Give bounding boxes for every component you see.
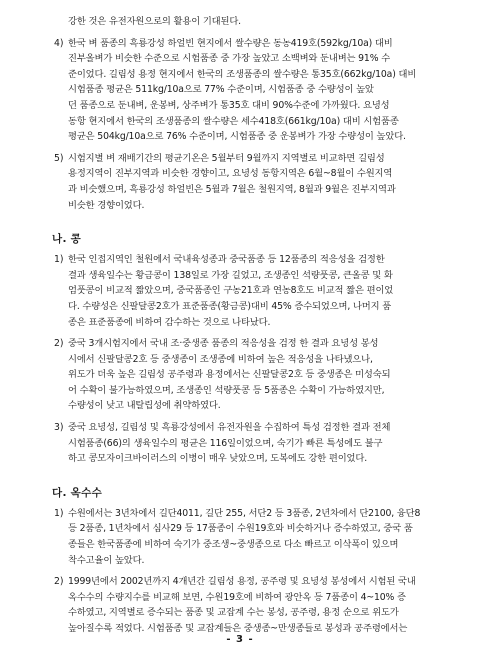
text-line: 수량성이 낮고 내탈립성에 취약하였다. xyxy=(68,400,221,412)
text-line: 높아질수록 적었다. 시험품종 및 교잡계들은 중생종~만생종들로 봉성과 공주령에서는 xyxy=(68,623,408,634)
text-line: 등 2품종, 1년차에서 심사29 등 17품종이 수원19호와 비슷하거나 증수하였고, 중국 품 xyxy=(68,523,413,535)
text-line: 착수고율이 높았다. xyxy=(68,554,145,566)
text-line: 어 수확이 불가능하였으며, 조생종인 석량풋콩 등 5품종은 수확이 가능하였지만, xyxy=(68,384,385,396)
item-number: 5) xyxy=(54,152,64,164)
text-line: 한국 인접지역인 철원에서 국내육성종과 중국품종 등 12품종의 적응성을 검정한 xyxy=(68,254,385,266)
soy-item-2 xyxy=(54,336,444,414)
rice-item-5 xyxy=(54,151,444,213)
item-number: 2) xyxy=(54,338,64,350)
item-number: 1) xyxy=(54,507,64,519)
text-line: 옥수수의 수량지수를 비교해 보면, 수원19호에 비하여 광안옥 등 7품종이 4~10% 증 xyxy=(68,591,406,603)
text-line: 위도가 더욱 높은 길림성 공주령과 용정에서는 신팔달콩2호 등 중생종은 미성숙되 xyxy=(68,369,391,381)
text-line: 결과 생육일수는 황금콩이 138일로 가장 길었고, 조생종인 석량풋콩, 큰올콩 및 화 xyxy=(68,269,393,281)
text-line: 엄풋콩이 비교적 짧았으며, 중국품종인 구농21호과 연농8호도 비교적 짧은 편이었 xyxy=(68,285,394,297)
text-line: 용정지역이 진부지역과 비슷한 경향이고, 요녕성 동항지역은 6월~8월이 수원지역 xyxy=(68,168,393,180)
text-line: 1999년에서 2002년까지 4개년간 길림성 용정, 공주령 및 요녕성 봉성에서 시험된 국내 xyxy=(68,576,416,588)
soy-item-3 xyxy=(54,420,444,467)
item-number: 3) xyxy=(54,422,64,434)
text-line: 평균은 504kg/10a으로 76% 수준이며, 시험품종 중 운봉벼가 가장 수량성이 높았다. xyxy=(68,131,406,143)
intro-paragraph xyxy=(54,14,444,30)
text-line: 중국 요녕성, 길림성 및 흑룡강성에서 유전자원을 수집하여 특성 검정한 결과 전체 xyxy=(68,422,391,434)
soy-item-1 xyxy=(54,252,444,330)
text-line: 다. 수량성은 신팔달콩2호가 표준품종(황금콩)대비 45% 증수되었으며, 나머지 품 xyxy=(68,300,392,312)
corn-item-1 xyxy=(54,506,444,568)
rice-item-4 xyxy=(54,36,444,145)
page-number: - 3 - xyxy=(226,634,254,645)
text-line: 시험지별 벼 재배기간의 평균기온은 5월부터 9월까지 지역별로 비교하면 길림성 xyxy=(68,152,385,164)
text-line: 종들은 한국품종에 비하여 숙기가 중조생~중생종으로 다소 빠르고 이삭폭이 있으며 xyxy=(68,539,399,551)
text-line: 종은 표준품종에 비하여 감수하는 것으로 나타났다. xyxy=(68,316,271,328)
text-line: 중국 3개시험지에서 국내 조·중생종 품종의 적응성을 검정 한 결과 요녕성 봉성 xyxy=(68,338,379,350)
text-line: 준이었다. 길림성 용정 현지에서 한국의 조생품종의 쌀수량은 통35호(662kg/10a) 대비 xyxy=(68,68,417,80)
section-heading-corn: 다. 옥수수 xyxy=(52,486,103,499)
text-line: 수원에서는 3년차에서 길단4011, 길단 255, 서단2 등 3품종, 2년차에서 단2100, 융단8 xyxy=(68,507,421,519)
item-number: 2) xyxy=(54,576,64,588)
corn-item-2 xyxy=(54,574,444,636)
text-line: 하고 콩모자이크바이러스의 이병이 매우 낮았으며, 도복에도 강한 편이었다. xyxy=(68,453,368,465)
item-number: 4) xyxy=(54,37,64,49)
text-line: 시험품종 평균은 511kg/10a으로 77% 수준이며, 시험품종 중 수량성이 높았 xyxy=(68,84,374,96)
text-line: 동항 현지에서 한국의 조생품종의 쌀수량은 세수418호(661kg/10a) 대비 시험품종 xyxy=(68,115,399,127)
text-line: 비슷한 경향이었다. xyxy=(68,199,145,211)
section-heading-soybean: 나. 콩 xyxy=(52,233,82,246)
text-line: 강한 것은 유전자원으로의 활용이 기대된다. xyxy=(68,16,241,27)
text-line: 진부올벼가 비슷한 수준으로 시험품종 중 가장 높았고 소백벼와 둔내벼는 91% 수 xyxy=(68,53,391,65)
text-line: 수하였고, 지역별로 증수되는 품종 및 교잡계 수는 봉성, 공주령, 용정 순으로 위도가 xyxy=(68,607,399,619)
text-line: 과 비슷했으며, 흑룡강성 하얼빈은 5월과 7월은 철원지역, 8월과 9월은 진부지역과 xyxy=(68,183,396,195)
text-line: 던 품종으로 둔내벼, 운봉벼, 상주벼가 통35호 대비 90%수준에 가까웠다. 요녕성 xyxy=(68,99,390,111)
item-number: 1) xyxy=(54,254,64,266)
text-line: 한국 벼 품종의 흑룡강성 하얼빈 현지에서 쌀수량은 동농419호(592kg/10a) 대비 xyxy=(68,37,393,49)
text-line: 시에서 신팔달콩2호 등 중생종이 조생종에 비하여 높은 적응성을 나타냈으나, xyxy=(68,353,373,365)
text-line: 시험품종(66)의 생육일수의 평균은 116일이었으며, 숙기가 빠른 특성에도 불구 xyxy=(68,437,383,449)
